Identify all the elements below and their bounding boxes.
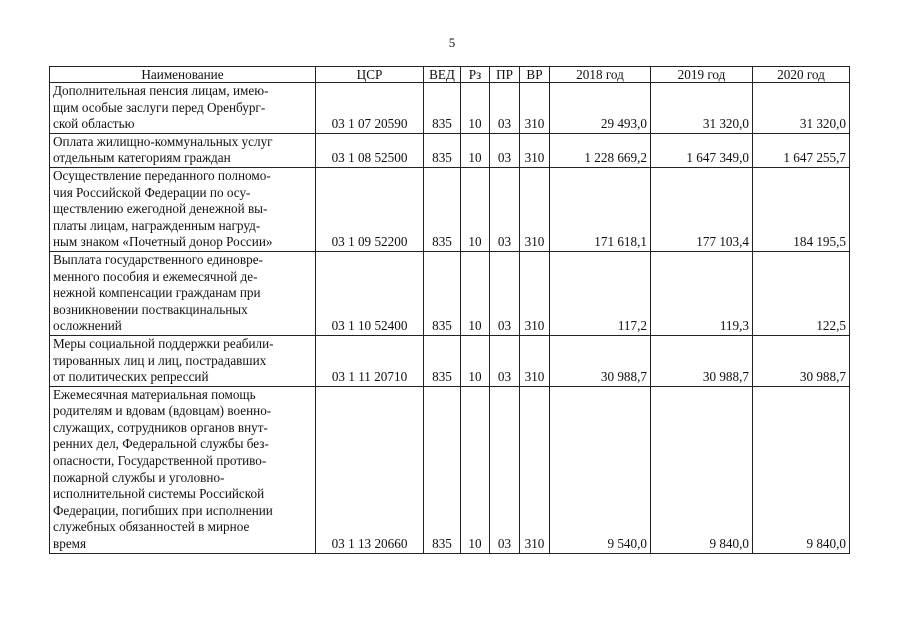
row-name: Выплата государственного единовре- менного пособия и ежемесячной де- нежной компенсации гражданам при возникновении поствакцинальных осложнений [50,251,316,335]
row-csr: 03 1 11 20710 [316,335,424,386]
header-rz: Рз [461,67,490,83]
table-row [50,335,850,386]
row-2018: 29 493,0 [550,83,651,134]
header-2019: 2019 год [651,67,753,83]
row-vr: 310 [520,167,550,251]
row-csr: 03 1 08 52500 [316,133,424,167]
header-pr: ПР [490,67,520,83]
header-2018: 2018 год [550,67,651,83]
row-2020: 122,5 [753,251,850,335]
row-vr: 310 [520,133,550,167]
row-2018: 30 988,7 [550,335,651,386]
row-name: Меры социальной поддержки реабили- тированных лиц и лиц, пострадавших от политических репрессий [50,335,316,386]
row-csr: 03 1 09 52200 [316,167,424,251]
header-2020: 2020 год [753,67,850,83]
row-rz: 10 [461,251,490,335]
row-2018: 1 228 669,2 [550,133,651,167]
row-pr: 03 [490,386,520,553]
row-2018: 9 540,0 [550,386,651,553]
row-pr: 03 [490,167,520,251]
row-name: Оплата жилищно-коммунальных услуг отдельным категориям граждан [50,133,316,167]
row-ved: 835 [424,167,461,251]
table-row [50,83,850,134]
row-ved: 835 [424,386,461,553]
header-vr: ВР [520,67,550,83]
row-pr: 03 [490,83,520,134]
table-row [50,167,850,251]
row-name: Дополнительная пенсия лицам, имею- щим особые заслуги перед Оренбург- ской областью [50,83,316,134]
row-name: Ежемесячная материальная помощь родителям и вдовам (вдовцам) военно- служащих, сотрудников органов внут- ренних дел, Федеральной службы без- опасности, Государственной противо- пожарной службы и уголовно- исполнительной системы Российской Федерации, погибших при исполнении служебных обязанностей в мирное время [50,386,316,553]
row-vr: 310 [520,386,550,553]
row-2019: 31 320,0 [651,83,753,134]
row-vr: 310 [520,251,550,335]
row-2018: 117,2 [550,251,651,335]
page-number: 5 [448,35,456,50]
table-row [50,386,850,553]
row-rz: 10 [461,83,490,134]
row-2020: 184 195,5 [753,167,850,251]
row-pr: 03 [490,251,520,335]
header-ved: ВЕД [424,67,461,83]
header-name: Наименование [50,67,316,83]
row-2019: 177 103,4 [651,167,753,251]
row-ved: 835 [424,83,461,134]
row-rz: 10 [461,335,490,386]
table-row [50,251,850,335]
row-pr: 03 [490,335,520,386]
row-2020: 30 988,7 [753,335,850,386]
row-2019: 9 840,0 [651,386,753,553]
row-csr: 03 1 07 20590 [316,83,424,134]
row-pr: 03 [490,133,520,167]
row-ved: 835 [424,335,461,386]
row-2020: 9 840,0 [753,386,850,553]
budget-table [49,66,850,554]
row-ved: 835 [424,133,461,167]
row-vr: 310 [520,83,550,134]
row-csr: 03 1 13 20660 [316,386,424,553]
row-csr: 03 1 10 52400 [316,251,424,335]
header-csr: ЦСР [316,67,424,83]
row-2019: 119,3 [651,251,753,335]
header-row [50,67,850,83]
table-row [50,133,850,167]
row-rz: 10 [461,386,490,553]
row-2020: 1 647 255,7 [753,133,850,167]
row-2019: 30 988,7 [651,335,753,386]
row-ved: 835 [424,251,461,335]
row-2020: 31 320,0 [753,83,850,134]
row-name: Осуществление переданного полномо- чия Российской Федерации по осу- ществлению ежегодной денежной вы- платы лицам, награжденным нагруд- ным знаком «Почетный донор России» [50,167,316,251]
row-rz: 10 [461,167,490,251]
row-2018: 171 618,1 [550,167,651,251]
row-rz: 10 [461,133,490,167]
row-vr: 310 [520,335,550,386]
row-2019: 1 647 349,0 [651,133,753,167]
